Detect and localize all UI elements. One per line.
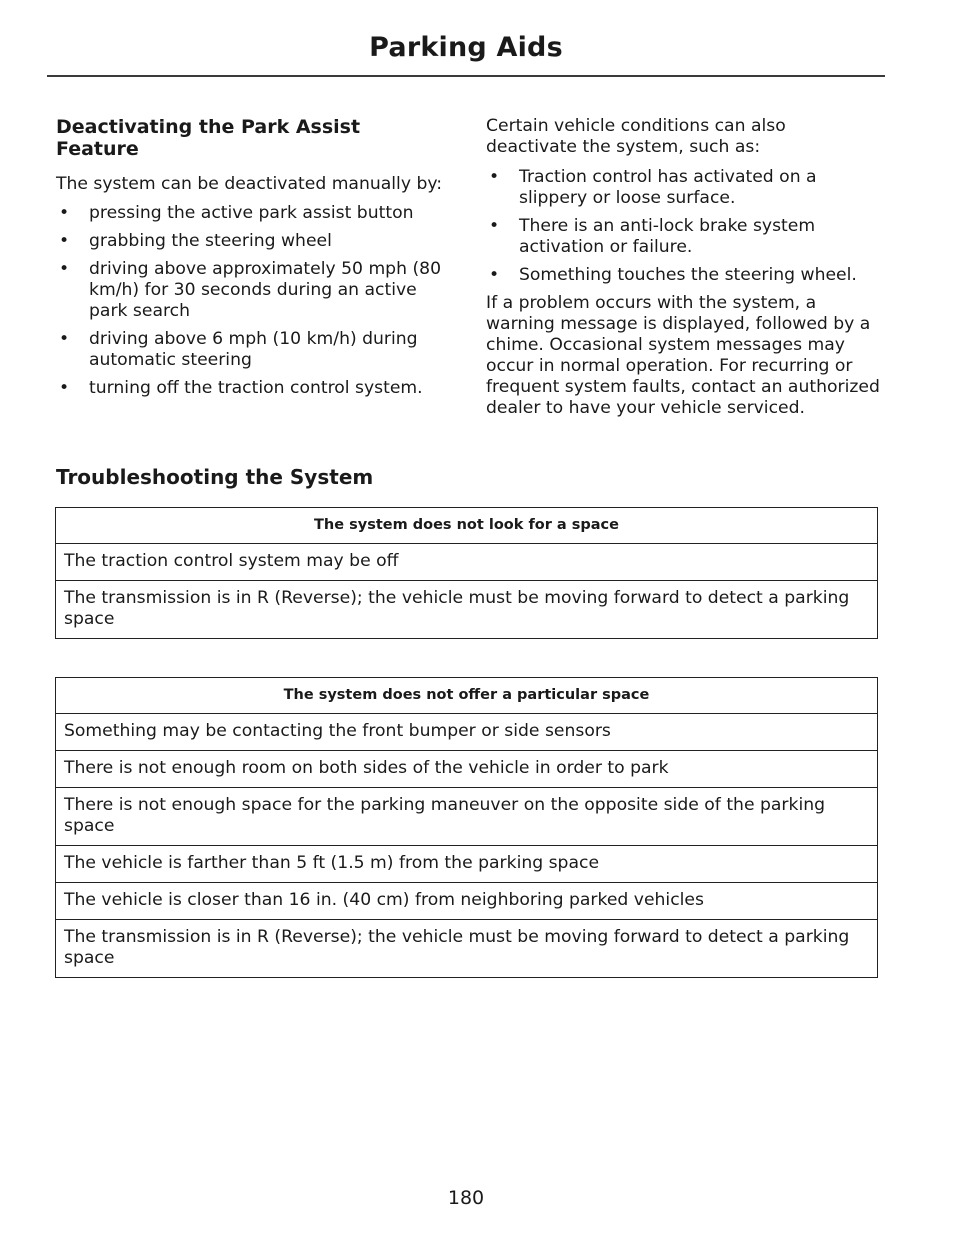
list-item-text: pressing the active park assist button [89,203,414,223]
list-item [56,378,448,399]
table-cell: The traction control system may be off [56,544,878,581]
bullet-marker: • [489,216,500,236]
table-row [56,788,878,846]
list-item-text: Something touches the steering wheel. [519,265,857,285]
problem-paragraph: If a problem occurs with the system, a warning message is displayed, followed by a chime. Occasional system messages may occur in normal operation. For recurring or frequent system faults, contact an authorized dealer to have your vehicle serviced. [486,293,880,418]
table-cell: The vehicle is closer than 16 in. (40 cm) from neighboring parked vehicles [56,883,878,920]
list-item [56,259,448,322]
list-item [486,265,882,286]
deactivation-list [56,203,448,399]
table-cell: There is not enough space for the parking maneuver on the opposite side of the parking space [56,788,878,846]
bullet-marker: • [59,259,70,279]
bullet-marker: • [59,203,70,223]
list-item [56,329,448,371]
list-item [56,231,448,252]
left-column [56,116,448,406]
section-heading-deactivating: Deactivating the Park Assist Feature [56,116,361,160]
table-header: The system does not offer a particular space [56,678,878,714]
list-item-text: turning off the traction control system. [89,378,423,398]
table-cell: There is not enough room on both sides of the vehicle in order to park [56,751,878,788]
deactivation-intro: The system can be deactivated manually by: [56,174,443,194]
troubleshooting-table-no-offer [55,677,878,978]
table-cell: The transmission is in R (Reverse); the vehicle must be moving forward to detect a parking space [56,581,878,639]
table-row [56,846,878,883]
page-title: Parking Aids [369,32,563,63]
list-item [486,216,882,258]
list-item-text: driving above 6 mph (10 km/h) during automatic steering [89,329,418,370]
header-divider [47,75,885,77]
table-header: The system does not look for a space [56,508,878,544]
conditions-list [486,167,882,286]
section-heading-troubleshooting: Troubleshooting the System [56,465,374,489]
table-cell: The transmission is in R (Reverse); the vehicle must be moving forward to detect a parking space [56,920,878,978]
bullet-marker: • [59,378,70,398]
table-row [56,920,878,978]
bullet-marker: • [59,329,70,349]
page-number: 180 [447,1187,485,1209]
troubleshooting-table-no-search [55,507,878,639]
bullet-marker: • [489,265,500,285]
list-item-text: Traction control has activated on a slippery or loose surface. [519,167,817,208]
list-item [486,167,882,209]
table-row [56,714,878,751]
right-column [486,116,882,427]
conditions-intro: Certain vehicle conditions can also deactivate the system, such as: [486,116,786,157]
list-item-text: driving above approximately 50 mph (80 km/h) for 30 seconds during an active park search [89,259,442,321]
list-item-text: There is an anti-lock brake system activation or failure. [519,216,816,257]
table-row [56,544,878,581]
bullet-marker: • [59,231,70,251]
table-row [56,751,878,788]
table-row [56,883,878,920]
list-item [56,203,448,224]
list-item-text: grabbing the steering wheel [89,231,332,251]
table-cell: The vehicle is farther than 5 ft (1.5 m) from the parking space [56,846,878,883]
table-cell: Something may be contacting the front bumper or side sensors [56,714,878,751]
table-row [56,581,878,639]
bullet-marker: • [489,167,500,187]
